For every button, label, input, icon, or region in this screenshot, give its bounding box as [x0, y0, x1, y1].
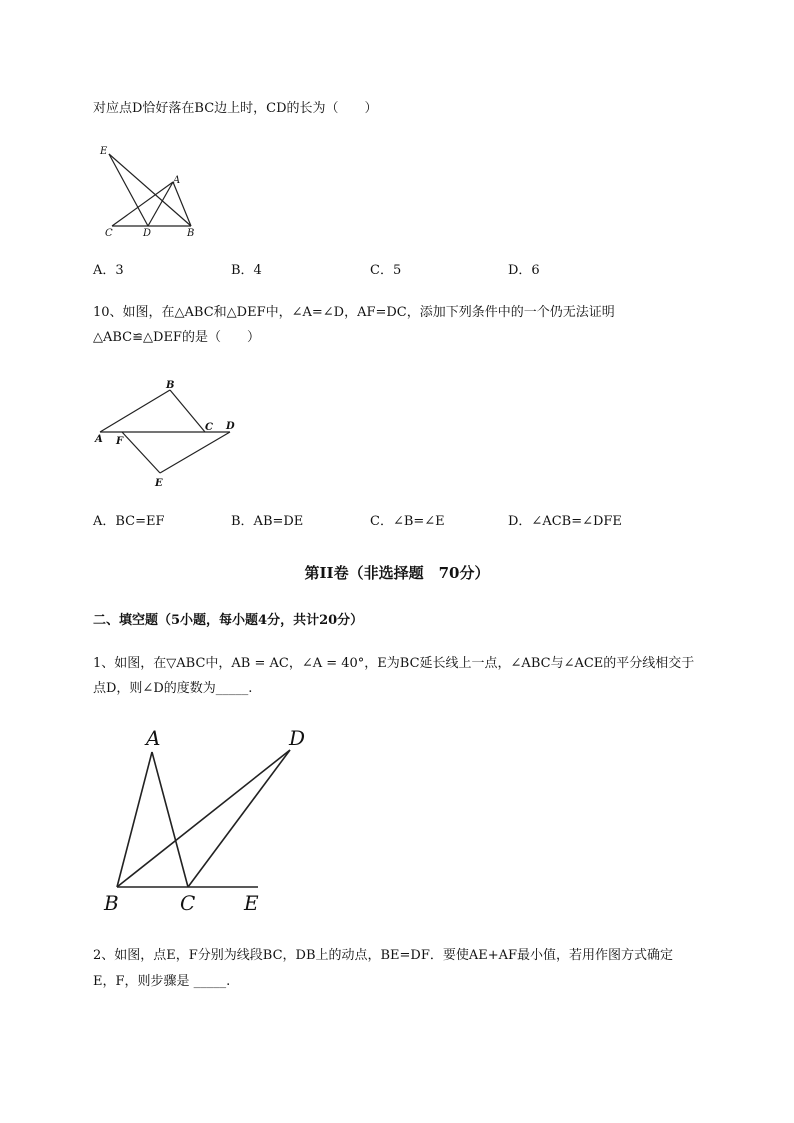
f2-stem-line2: E，F，则步骤是 _____. — [93, 974, 231, 989]
q9-option-d: D．6 — [508, 263, 540, 278]
fill-section-heading: 二、填空题（5小题，每小题4分，共计20分） — [93, 613, 364, 628]
f1-label-a: A — [146, 726, 161, 750]
f1-label-d: D — [289, 726, 306, 750]
q9-option-a: A．3 — [93, 263, 124, 278]
f1-figure — [100, 725, 315, 920]
q10-option-d: D．∠ACB=∠DFE — [508, 514, 622, 529]
f1-label-e: E — [244, 891, 259, 915]
f1-stem-line2: 点D，则∠D的度数为_____. — [93, 681, 253, 696]
q9-label-b: B — [187, 228, 195, 239]
q10-stem-line1: 10、如图，在△ABC和△DEF中，∠A=∠D，AF=DC，添加下列条件中的一个仍无法证明 — [93, 305, 615, 320]
q9-option-b: B．4 — [231, 263, 262, 278]
q9-label-e: E — [100, 146, 108, 157]
q10-label-a: A — [95, 434, 103, 445]
part2-title: 第II卷（非选择题 70分） — [304, 564, 490, 582]
f1-label-c: C — [180, 891, 196, 915]
q10-figure — [92, 376, 242, 491]
q9-label-d: D — [143, 228, 152, 239]
q9-option-c: C．5 — [370, 263, 402, 278]
q10-option-c: C．∠B=∠E — [370, 514, 445, 529]
q10-option-b: B．AB=DE — [231, 514, 304, 529]
f1-label-b: B — [104, 891, 119, 915]
q9-figure — [100, 145, 200, 240]
q10-label-b: B — [166, 380, 175, 391]
q10-option-a: A．BC=EF — [93, 514, 165, 529]
f1-stem-line1: 1、如图，在▽ABC中，AB = AC，∠A = 40°，E为BC延长线上一点，∠ABC与∠ACE的平分线相交于 — [93, 656, 695, 671]
q10-label-f: F — [116, 436, 124, 447]
q10-stem-line2: △ABC≌△DEF的是（ ） — [93, 330, 260, 345]
q10-label-c: C — [205, 422, 213, 433]
q10-label-e: E — [155, 478, 163, 489]
q9-stem-tail: 对应点D恰好落在BC边上时，CD的长为（ ） — [93, 101, 378, 116]
f2-stem-line1: 2、如图，点E，F分别为线段BC，DB上的动点，BE=DF．要使AE+AF最小值，若用作图方式确定 — [93, 948, 674, 963]
q10-label-d: D — [226, 421, 235, 432]
q9-label-c: C — [105, 228, 113, 239]
q9-label-a: A — [173, 175, 181, 186]
